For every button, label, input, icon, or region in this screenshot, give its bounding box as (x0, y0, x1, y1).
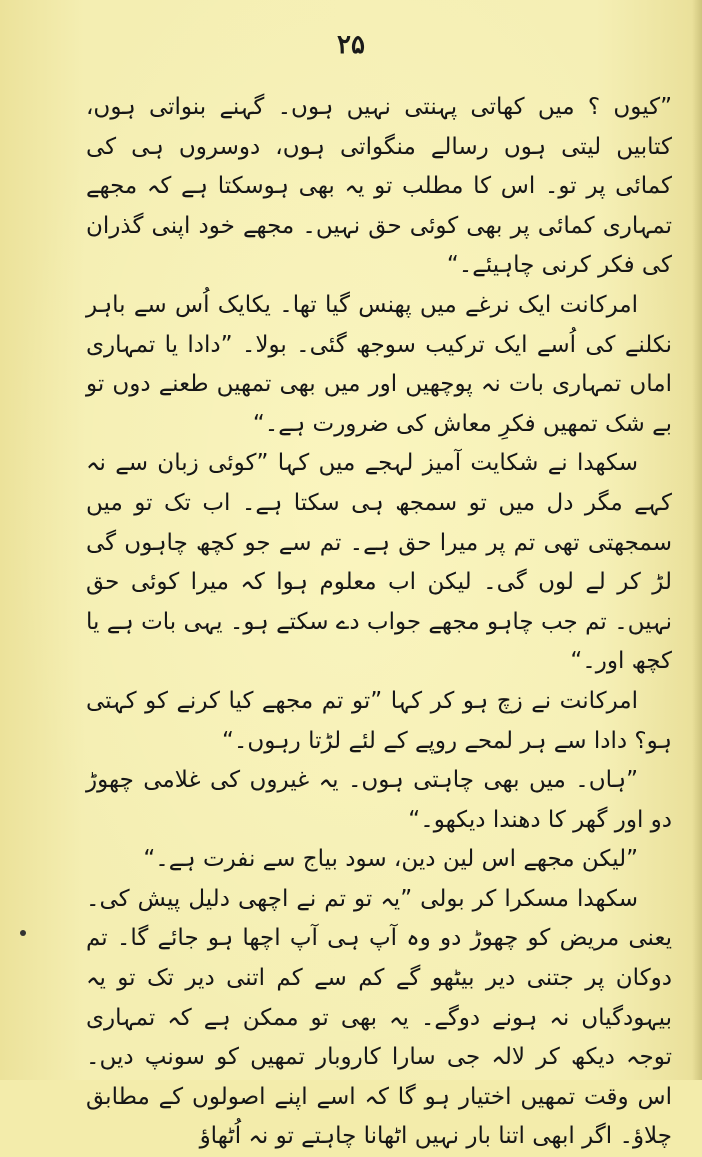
paragraph: سکھدا نے شکایت آمیز لہجے میں کہا ”کوئی زبان سے نہ کہے مگر دل میں تو سمجھ ہی سکتا ہے۔ اب تک تو میں سمجھتی تھی تم پر میرا حق ہے۔ تم سے جو کچھ چاہوں گی لڑ کر لے لوں گی۔ لیکن اب معلوم ہوا کہ میرا کوئی حق نہیں۔ تم جب چاہو مجھے جواب دے سکتے ہو۔ یہی بات ہے یا کچھ اور۔“ (86, 450, 672, 675)
paragraph: امرکانت ایک نرغے میں پھنس گیا تھا۔ یکایک اُس سے باہر نکلنے کی اُسے ایک ترکیب سوجھ گئی۔ بولا۔ ”دادا یا تمہاری اماں تمہاری بات نہ پوچھیں اور میں بھی تمھیں طعنے دوں تو بے شک تمھیں فکرِ معاش کی ضرورت ہے۔“ (86, 291, 672, 437)
page-body (86, 88, 672, 1157)
paragraph: ”ہاں۔ میں بھی چاہتی ہوں۔ یہ غیروں کی غلامی چھوڑ دو اور گھر کا دھندا دیکھو۔“ (86, 767, 672, 833)
paragraph: ”لیکن مجھے اس لین دین، سود بیاج سے نفرت ہے۔“ (143, 846, 638, 873)
paragraph: امرکانت نے زچ ہو کر کہا ”تو تم مجھے کیا کرنے کو کہتی ہو؟ دادا سے ہر لمحے روپے کے لئے لڑتا رہوں۔“ (86, 687, 672, 754)
page-edge-shadow (692, 0, 702, 1080)
margin-ink-dot (20, 930, 26, 936)
page-number: ۲۵ (337, 30, 365, 60)
paragraph: ”کیوں ؟ میں کھاتی پہنتی نہیں ہوں۔ گہنے بنواتی ہوں، کتابیں لیتی ہوں رسالے منگواتی ہوں، دوسروں ہی کی کمائی پر تو۔ اس کا مطلب تو یہ بھی ہوسکتا ہے کہ مجھے تمہاری کمائی پر بھی کوئی حق نہیں۔ مجھے خود اپنی گذران کی فکر کرنی چاہیئے۔“ (86, 94, 672, 279)
paragraph: سکھدا مسکرا کر بولی ”یہ تو تم نے اچھی دلیل پیش کی۔ یعنی مریض کو چھوڑ دو وہ آپ ہی آپ اچھا ہو جائے گا۔ تم دوکان پر جتنی دیر بیٹھو گے کم سے کم اتنی دیر تک تو یہ بیہودگیاں نہ ہونے دوگے۔ یہ بھی تو ممکن ہے کہ تمہاری توجہ دیکھ کر لالہ جی سارا کاروبار تمھیں کو سونپ دیں۔ اس وقت تمھیں اختیار ہو گا کہ اسے اپنے اصولوں کے مطابق چلاؤ۔ اگر ابھی اتنا بار نہیں اٹھانا چاہتے تو نہ اُٹھاؤ (86, 885, 672, 1150)
